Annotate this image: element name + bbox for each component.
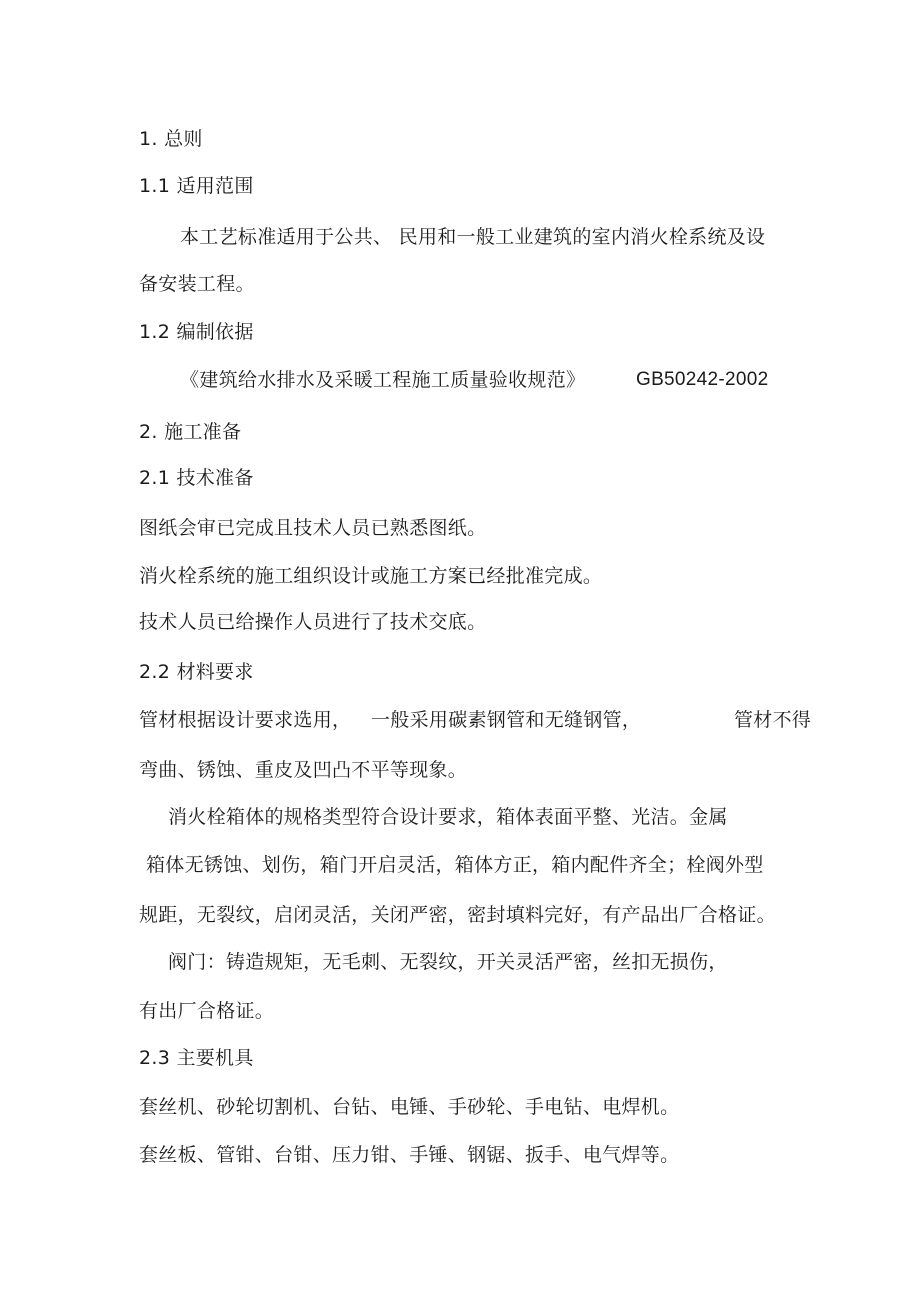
materials-line-2: 弯曲、锈蚀、重皮及凹凸不平等现象。 xyxy=(139,759,468,781)
heading-technical-prep: 2.1 技术准备 xyxy=(139,467,254,489)
technical-item-3: 技术人员已给操作人员进行了技术交底。 xyxy=(139,611,487,633)
heading-basis: 1.2 编制依据 xyxy=(139,321,254,343)
materials-line-1-part-2: 一般采用碳素钢管和无缝钢管， xyxy=(371,709,642,731)
reference-code: GB50242-2002 xyxy=(636,369,769,390)
materials-line-1-part-1: 管材根据设计要求选用， xyxy=(139,709,352,731)
scope-text-line-2: 备安装工程。 xyxy=(139,273,255,295)
heading-materials: 2.2 材料要求 xyxy=(139,661,254,683)
tools-line-2: 套丝板、管钳、台钳、压力钳、手锤、钢锯、扳手、电气焊等。 xyxy=(139,1144,680,1166)
heading-general: 1. 总则 xyxy=(139,128,203,150)
scope-text-line-1: 本工艺标准适用于公共、 民用和一般工业建筑的室内消火栓系统及设 xyxy=(180,226,766,248)
materials-line-1-part-3: 管材不得 xyxy=(734,709,812,731)
materials-line-6: 阀门：铸造规矩，无毛刺、无裂纹，开关灵活严密，丝扣无损伤， xyxy=(168,951,728,973)
materials-line-7: 有出厂合格证。 xyxy=(139,1000,275,1022)
reference-title: 《建筑给水排水及采暖工程施工质量验收规范》 xyxy=(180,369,586,391)
technical-item-2: 消火栓系统的施工组织设计或施工方案已经批准完成。 xyxy=(139,565,603,587)
materials-line-4: 箱体无锈蚀、划伤，箱门开启灵活，箱体方正，箱内配件齐全；栓阀外型 xyxy=(146,854,764,876)
technical-item-1: 图纸会审已完成且技术人员已熟悉图纸。 xyxy=(139,517,487,539)
heading-preparation: 2. 施工准备 xyxy=(139,421,242,443)
heading-tools: 2.3 主要机具 xyxy=(139,1047,254,1069)
materials-line-3: 消火栓箱体的规格类型符合设计要求，箱体表面平整、光洁。金属 xyxy=(168,806,728,828)
tools-line-1: 套丝机、砂轮切割机、台钻、电锤、手砂轮、手电钻、电焊机。 xyxy=(139,1096,680,1118)
heading-scope: 1.1 适用范围 xyxy=(139,175,254,197)
materials-line-5: 规距，无裂纹，启闭灵活，关闭严密，密封填料完好，有产品出厂合格证。 xyxy=(139,904,776,926)
